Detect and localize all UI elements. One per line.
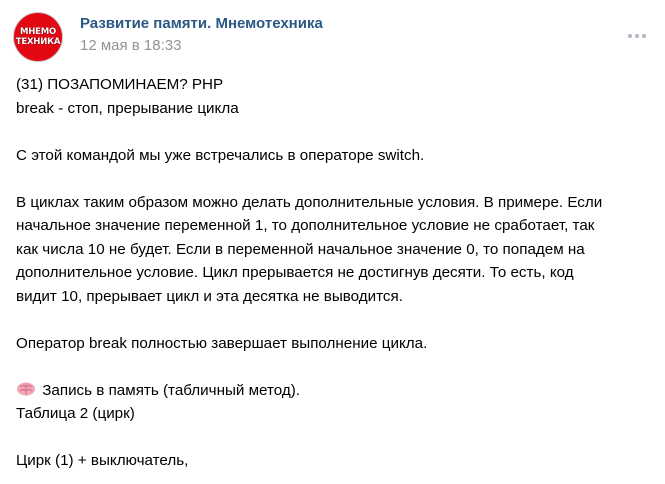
post-text-line-with-emoji [16,379,656,403]
avatar-text-line2: ТЕХНИКА [15,37,61,47]
post-text-line: (31) ПОЗАПОМИНАЕМ? PHP [16,76,224,93]
post-text-line: начальное значение переменной 1, то дополнительное условие не сработает, так [16,217,595,234]
community-avatar[interactable] [13,12,63,62]
post-header [0,0,665,70]
brain-emoji-icon [16,381,36,397]
community-name-link[interactable]: Развитие памяти. Мнемотехника [80,15,323,32]
post-date-link[interactable]: 12 мая в 18:33 [80,37,182,54]
post-text-line: С этой командой мы уже встречались в операторе switch. [16,146,425,164]
post-text [16,73,656,473]
post-text-line: как числа 10 не будет. Если в переменной начальное значение 0, то попадем на [16,240,585,258]
post-text-line: Оператор break полностью завершает выполнение цикла. [16,334,428,352]
post-text-line: Запись в память (табличный метод). [42,381,300,399]
post-text-line: видит 10, прерывает цикл и эта десятка не выводится. [16,287,403,305]
post-text-line: В циклах таким образом можно делать дополнительные условия. В примере. Если [16,193,603,211]
avatar-text-line1: МНЕМО [19,27,57,37]
post-text-line: Таблица 2 (цирк) [16,405,135,422]
more-horizontal-icon [622,28,652,44]
post-text-line: Цирк (1) + выключатель, [16,452,189,469]
post-text-line: дополнительное условие. Цикл прерывается не достигнув десяти. То есть, код [16,264,574,281]
post-text-line: break - стоп, прерывание цикла [16,99,239,117]
post-more-button[interactable] [622,28,652,44]
